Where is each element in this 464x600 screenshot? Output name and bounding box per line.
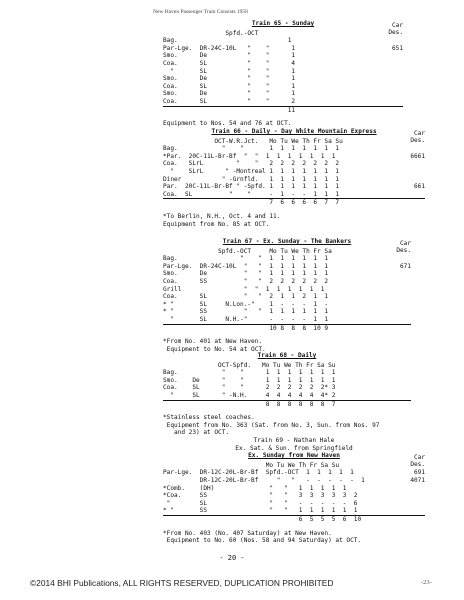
consist-text: Smo. De " " 1: [163, 90, 296, 98]
consist-row: [163, 286, 411, 294]
consist-text: Bag. " " 1 1 1 1 1 1: [163, 255, 329, 263]
consist-text: " SLrL " -Montreal 1 1 1 1 1 1 1: [163, 167, 340, 175]
train-block-t65: [163, 20, 403, 128]
consist-row: [163, 52, 403, 60]
consist-text: 8 8 8 8 8 8 7: [163, 400, 336, 408]
car-designation-header: Car Des.: [410, 453, 425, 469]
train-notes: Equipment to Nos. 54 and 76 at OCT.: [163, 120, 292, 128]
consist-text: Coa. SL " " - 1 - - 1 1 1: [163, 190, 340, 198]
consist-text: * " SS " " 1 1 1 1 1 1: [163, 308, 329, 316]
column-header: Spfd.-OCT Mo Tu We Th Fr Sa Car Des.: [163, 239, 411, 255]
total-row: [163, 198, 425, 207]
car-designation: 661: [413, 183, 425, 191]
copyright-footer: ©2014 BHI Publications, ALL RIGHTS RESERVED, DUPLICATION PROHIBITED: [30, 578, 334, 588]
consist-row: [163, 469, 425, 477]
total-row: [163, 515, 425, 524]
consist-text: Coa. SL " " 1: [163, 82, 296, 90]
consist-row: [163, 301, 411, 309]
consist-text: 11: [163, 106, 296, 114]
consist-text: " SL " " 1: [163, 67, 296, 75]
consist-row: [163, 384, 411, 392]
consist-text: 6 5 5 5 6 10: [163, 515, 362, 523]
consist-row: [163, 183, 425, 191]
consist-text: Diner " -Grnfld. 1 1 1 1 1 1 1: [163, 175, 340, 183]
total-row: [163, 324, 411, 333]
total-row: [163, 400, 411, 409]
consist-row: [163, 191, 425, 199]
consist-row: [163, 477, 425, 485]
running-head: New Haven Passenger Train Consists 1958: [153, 9, 248, 15]
train-notes: *From No. 401 at New Haven. Equipment to No. 54 at OCT.: [163, 338, 266, 353]
consist-row: [163, 176, 425, 184]
column-header: OCT-Spfd. Mo Tu We Th Fr Sa Su: [163, 361, 336, 369]
consist-row: [163, 377, 411, 385]
car-designation-header: Car Des.: [396, 239, 411, 255]
consist-text: " SL " " - - - - - 6: [163, 499, 358, 507]
consist-text: Par-Lge. DR-12C-20L-Br-Bf Spfd.-OCT 1 1 1 1 1: [163, 469, 354, 477]
consist-row: [163, 83, 403, 91]
consist-row: [163, 37, 403, 45]
consist-text: " SL N.H.-" - - - - 1 1: [163, 315, 329, 323]
consist-row: [163, 507, 425, 515]
train-subtitle: Train 69 - Nathan Hale: [253, 437, 335, 444]
column-header: Mo Tu We Th Fr Sa Su Car Des.: [163, 453, 425, 469]
consist-row: [163, 308, 411, 316]
car-designation: 651: [391, 44, 403, 52]
consist-text: *Coa. SS " " 3 3 3 3 3 2: [163, 492, 358, 500]
consist-row: [163, 316, 411, 324]
footer-page-number: -23-: [421, 579, 432, 586]
consist-row: [163, 45, 403, 53]
consist-text: Bag. " " 1 1 1 1 1 1 1: [163, 145, 340, 153]
consist-text: Smo. De " " 1 1 1 1 1 1: [163, 270, 329, 278]
train-notes: *To Berlin, N.H., Oct. 4 and 11. Equipment from No. 85 at OCT.: [163, 212, 281, 228]
consist-text: Coa. SL " " 2 2 2 2 2 2* 3: [163, 384, 336, 392]
column-header: OCT-W.R.Jct. Mo Tu We Th Fr Sa Su Car Des.: [163, 129, 425, 145]
consist-text: Coa. SLrL " " 2 2 2 2 2 2 2: [163, 160, 340, 168]
consist-text: Coa. SL " " 2: [163, 97, 296, 105]
consist-row: [163, 60, 403, 68]
consist-text: Coa. SL " " 4: [163, 59, 296, 67]
consist-text: " SL " -N.H. 4 4 4 4 4 4* 2: [163, 391, 336, 399]
train-title: Train 67 - Ex. Sunday - The Bankers: [222, 238, 352, 245]
consist-row: [163, 293, 411, 301]
consist-text: Grill " " 1 1 1 1 1 1: [163, 285, 325, 293]
page-number: - 20 -: [219, 554, 245, 562]
car-designation: 6661: [410, 152, 425, 160]
car-designation: 4071: [410, 476, 425, 484]
consist-text: Smo. De " " 1: [163, 52, 296, 60]
consist-row: [163, 68, 403, 76]
column-header: Spfd.-OCT Car Des.: [163, 21, 403, 37]
consist-row: [163, 392, 411, 400]
train-block-t68: [163, 352, 411, 437]
train-title: Train 68 - Daily: [257, 352, 317, 359]
consist-text: Bag. 1: [163, 37, 292, 45]
consist-row: [163, 270, 411, 278]
consist-text: Bag. " " 1 1 1 1 1 1 1: [163, 369, 336, 377]
car-designation: 691: [413, 469, 425, 477]
train-subtitle: Ex. Sat. & Sun. from Springfield: [235, 444, 353, 452]
consist-row: [163, 485, 425, 493]
train-notes: *From No. 403 (No. 407 Saturday) at New Haven. Equipment to No. 60 (Nos. 58 and 94 Saturday) at OCT.: [163, 529, 362, 545]
consist-text: * " SL N.Lon.-" 1 - - - 1 -: [163, 300, 329, 308]
consist-text: Smo. De " " 1 1 1 1 1 1 1: [163, 376, 336, 384]
consist-text: DR-12C-20L-Br-Bf " " - - - - - 1: [163, 476, 365, 484]
consist-row: [163, 500, 425, 508]
train-block-t69: [163, 437, 425, 545]
car-designation-header: Car Des.: [410, 129, 425, 145]
consist-row: [163, 369, 411, 377]
consist-row: [163, 492, 425, 500]
consist-row: [163, 278, 411, 286]
train-notes: *Stainless steel coaches. Equipment from No. 363 (Sat. from No. 3, Sun. from Nos. 97 and 23) at OCT.: [163, 414, 380, 437]
consist-row: [163, 168, 425, 176]
consist-text: 7 6 6 6 6 7 7: [163, 199, 340, 207]
train-block-t66: [163, 128, 425, 228]
train-title: Train 65 - Sunday: [251, 20, 315, 27]
consist-text: 10 8 8 8 10 9: [163, 324, 329, 332]
consist-text: *Par. 20C-11L-Br-Bf " " 1 1 1 1 1 1 1: [163, 152, 336, 160]
consist-row: [163, 145, 425, 153]
car-designation-header: Car Des.: [388, 21, 403, 37]
consist-row: [163, 263, 411, 271]
consist-text: Smo. De " " 1: [163, 75, 296, 83]
consist-row: [163, 90, 403, 98]
consist-text: * " SS " " 1 1 1 1 1 1: [163, 507, 358, 515]
consist-row: [163, 75, 403, 83]
car-designation: 671: [399, 262, 411, 270]
consist-text: Par-Lge. DR-24C-10L " " 1: [163, 44, 296, 52]
consist-text: *Comb. (DH) " " 1 1 1 1 1: [163, 484, 347, 492]
train-title: Train 66 - Daily - Day White Mountain Express: [211, 128, 377, 135]
consist-text: Coa. SL " " 2 1 1 2 1 1: [163, 293, 329, 301]
consist-row: [163, 153, 425, 161]
train-title: Ex. Sunday from New Haven: [248, 452, 340, 460]
train-block-t67: [163, 238, 411, 353]
total-row: [163, 106, 403, 115]
consist-row: [163, 255, 411, 263]
consist-text: Par. 20C-11L-Br-Bf " -Spfd. 1 1 1 1 1 1 1: [163, 183, 340, 191]
consist-row: [163, 98, 403, 106]
consist-text: Coa. SS " " 2 2 2 2 2 2: [163, 277, 329, 285]
consist-text: Par-Lge. DR-24C-10L " " 1 1 1 1 1 1: [163, 262, 329, 270]
consist-row: [163, 160, 425, 168]
